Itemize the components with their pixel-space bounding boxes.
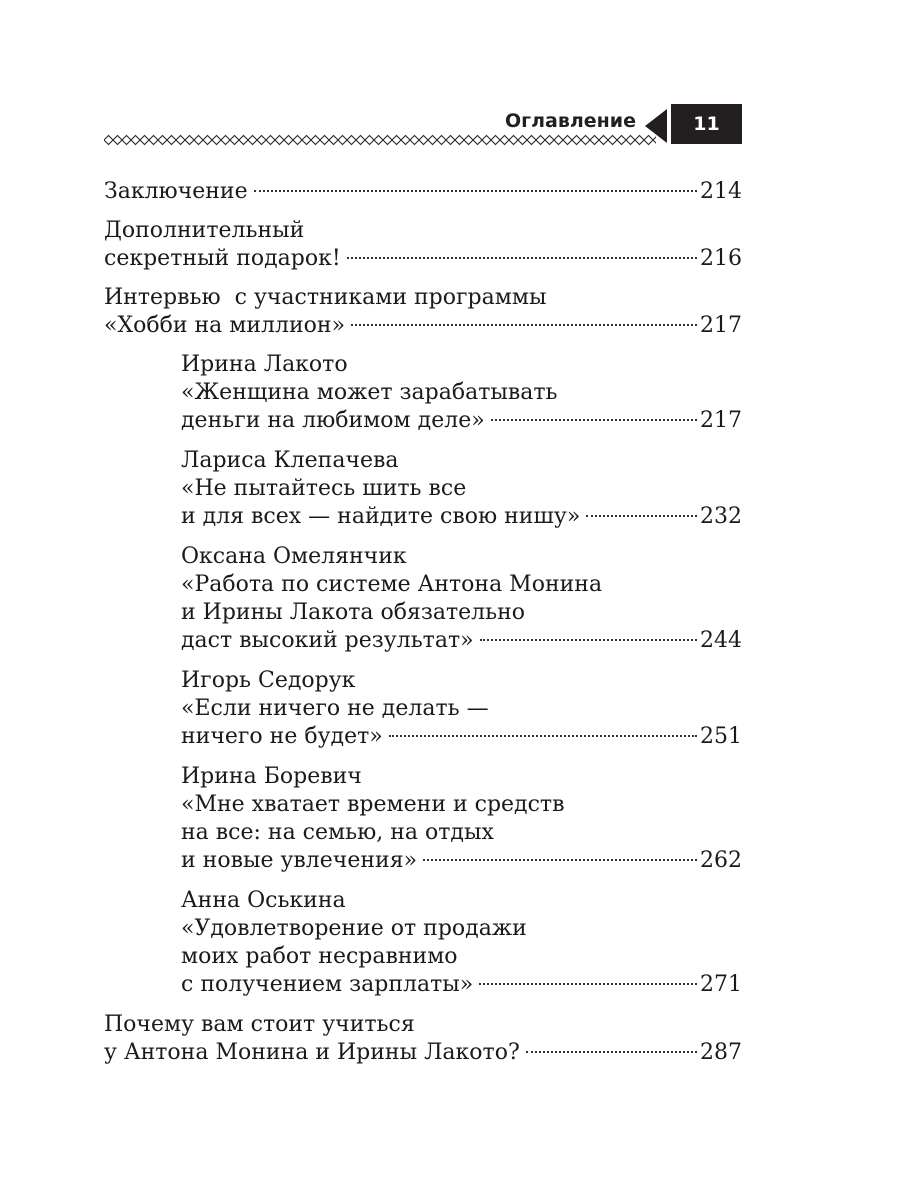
toc-entry-title: Почему вам стоит учиться — [104, 1012, 415, 1037]
decorative-border — [104, 134, 656, 146]
toc-entry-title: ничего не будет» — [181, 724, 383, 749]
dot-leader — [586, 515, 697, 517]
toc-entry-author: Ирина Лакото — [181, 352, 348, 377]
dot-leader — [491, 419, 697, 421]
toc-entry-author: Ирина Боревич — [181, 764, 362, 789]
toc-entry-title: деньги на любимом деле» — [181, 408, 485, 433]
toc-page-number: 217 — [700, 313, 742, 338]
toc-subentry[interactable] — [104, 667, 742, 751]
toc-entry-title: «Не пытайтесь шить все — [181, 476, 467, 501]
dot-leader — [526, 1051, 697, 1053]
dot-leader — [479, 983, 697, 985]
toc-entry-title: у Антона Монина и Ирины Лакото? — [104, 1040, 520, 1065]
toc-entry[interactable] — [104, 1011, 742, 1067]
toc-entry-title: с получением зарплаты» — [181, 972, 474, 997]
toc-page-number: 216 — [700, 246, 742, 271]
toc-entry-title: и новые увлечения» — [181, 848, 418, 873]
toc-page-number: 244 — [700, 628, 742, 653]
toc-entry-title: «Если ничего не делать — — [181, 696, 489, 721]
toc-entry-title: «Удовлетворение от продажи — [181, 916, 527, 941]
table-of-contents — [104, 178, 742, 1078]
toc-page-number: 214 — [700, 179, 742, 204]
dot-leader — [389, 735, 697, 737]
toc-page-number: 217 — [700, 408, 742, 433]
toc-subentry[interactable] — [104, 543, 742, 655]
toc-entry-author: Оксана Омелянчик — [181, 544, 407, 569]
running-header — [104, 104, 742, 144]
toc-entry-author: Игорь Седорук — [181, 668, 356, 693]
dot-leader — [347, 257, 697, 259]
toc-entry-title: «Мне хватает времени и средств — [181, 792, 565, 817]
page-number: 11 — [671, 104, 742, 144]
toc-entry-title: и для всех — найдите свою нишу» — [181, 504, 581, 529]
arrow-left-icon — [645, 109, 667, 143]
toc-entry-author: Анна Оськина — [181, 888, 346, 913]
toc-entry-title: Заключение — [104, 179, 248, 204]
toc-entry-title: «Работа по системе Антона Монина — [181, 572, 603, 597]
dot-leader — [351, 324, 697, 326]
toc-page-number: 262 — [700, 848, 742, 873]
toc-entry-title: Дополнительный — [104, 218, 305, 243]
section-title: Оглавление — [505, 110, 636, 132]
toc-entry-title: и Ирины Лакота обязательно — [181, 600, 526, 625]
toc-page-number: 232 — [700, 504, 742, 529]
toc-page-number: 271 — [700, 972, 742, 997]
toc-subentry[interactable] — [104, 447, 742, 531]
dot-leader — [480, 639, 697, 641]
toc-entry-title: «Женщина может зарабатывать — [181, 380, 558, 405]
toc-subentry[interactable] — [104, 763, 742, 875]
toc-entry-title: на все: на семью, на отдых — [181, 820, 494, 845]
toc-entry[interactable] — [104, 217, 742, 273]
toc-entry[interactable] — [104, 284, 742, 340]
toc-page-number: 287 — [700, 1040, 742, 1065]
toc-page-number: 251 — [700, 724, 742, 749]
toc-entry-title: «Хобби на миллион» — [104, 313, 346, 338]
toc-entry-title: моих работ несравнимо — [181, 944, 458, 969]
toc-subentry[interactable] — [104, 887, 742, 999]
dot-leader — [423, 859, 697, 861]
toc-entry-title: Интервью с участниками программы — [104, 285, 547, 310]
toc-subentry[interactable] — [104, 351, 742, 435]
toc-entry-author: Лариса Клепачева — [181, 448, 399, 473]
toc-entry-title: даст высокий результат» — [181, 628, 474, 653]
dot-leader — [254, 190, 697, 192]
toc-entry-title: секретный подарок! — [104, 246, 341, 271]
toc-entry[interactable] — [104, 178, 742, 206]
